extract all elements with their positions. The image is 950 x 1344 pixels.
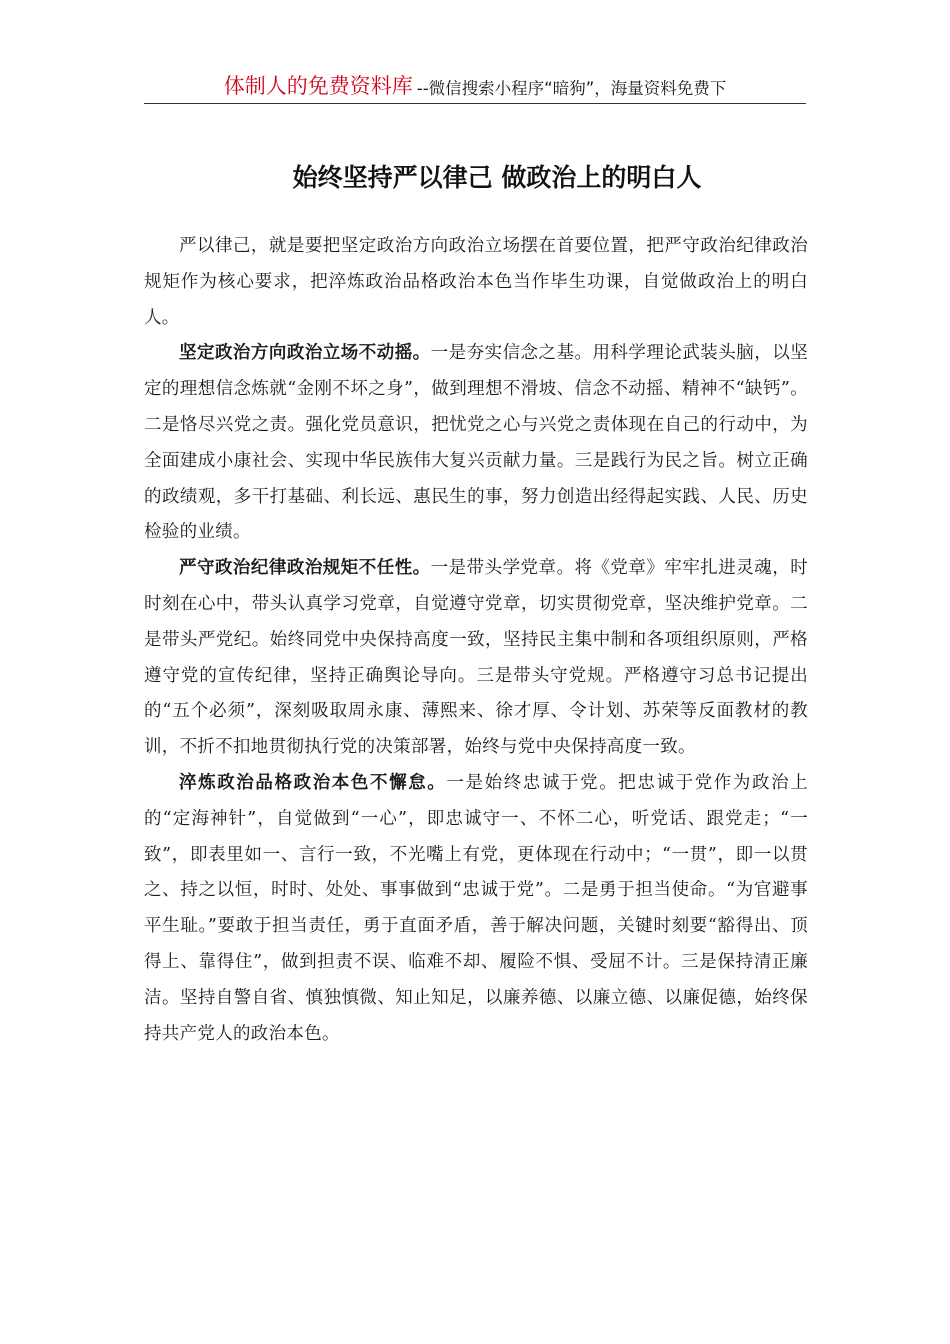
paragraph-text: 一是带头学党章。将《党章》牢牢扎进灵魂，时时刻在心中，带头认真学习党章，自觉遵守党章，切实贯彻党章，坚决维护党章。二是带头严党纪。始终同党中央保持高度一致，坚持民主集中制和各项组织原则，严格遵守党的宣传纪律，坚持正确舆论导向。三是带头守党规。严格遵守习总书记提出的“五个必须”，深刻吸取周永康、薄熙来、徐才厚、令计划、苏荣等反面教材的教训，不折不扣地贯彻执行党的决策部署，始终与党中央保持高度一致。 — [144, 558, 808, 758]
header-tagline: --微信搜索小程序“暗狗”，海量资料免费下 — [416, 79, 727, 98]
document-body — [144, 229, 808, 1052]
page-header — [144, 70, 806, 104]
paragraph-lead: 严守政治纪律政治规矩不任性。 — [179, 558, 431, 579]
paragraph — [144, 551, 808, 766]
paragraph-lead: 淬炼政治品格政治本色不懈怠。 — [179, 772, 447, 793]
paragraph-lead: 坚定政治方向政治立场不动摇。 — [179, 343, 431, 364]
paragraph — [144, 766, 808, 1052]
header-brand: 体制人的免费资料库 — [223, 74, 413, 98]
paragraph — [144, 229, 808, 336]
document-title: 始终坚持严以律己 做政治上的明白人 — [292, 163, 702, 192]
paragraph-text: 一是始终忠诚于党。把忠诚于党作为政治上的“定海神针”，自觉做到“一心”，即忠诚守一、不怀二心，听党话、跟党走；“一致”，即表里如一、言行一致，不光嘴上有党，更体现在行动中；“一贯”，即一以贯之、持之以恒，时时、处处、事事做到“忠诚于党”。二是勇于担当使命。“为官避事平生耻。”要敢于担当责任，勇于直面矛盾，善于解决问题，关键时刻要“豁得出、顶得上、靠得住”，做到担责不误、临难不却、履险不惧、受屈不计。三是保持清正廉洁。坚持自警自省、慎独慎微、知止知足，以廉养德、以廉立德、以廉促德，始终保持共产党人的政治本色。 — [144, 772, 809, 1044]
paragraph-text: 一是夯实信念之基。用科学理论武装头脑，以坚定的理想信念炼就“金刚不坏之身”，做到理想不滑坡、信念不动摇、精神不“缺钙”。二是恪尽兴党之责。强化党员意识，把忧党之心与兴党之责体现在自己的行动中，为全面建成小康社会、实现中华民族伟大复兴贡献力量。三是践行为民之旨。树立正确的政绩观，多干打基础、利长远、惠民生的事，努力创造出经得起实践、人民、历史检验的业绩。 — [144, 343, 808, 543]
paragraph — [144, 336, 808, 551]
paragraph-text: 严以律己，就是要把坚定政治方向政治立场摆在首要位置，把严守政治纪律政治规矩作为核心要求，把淬炼政治品格政治本色当作毕生功课，自觉做政治上的明白人。 — [144, 236, 808, 328]
